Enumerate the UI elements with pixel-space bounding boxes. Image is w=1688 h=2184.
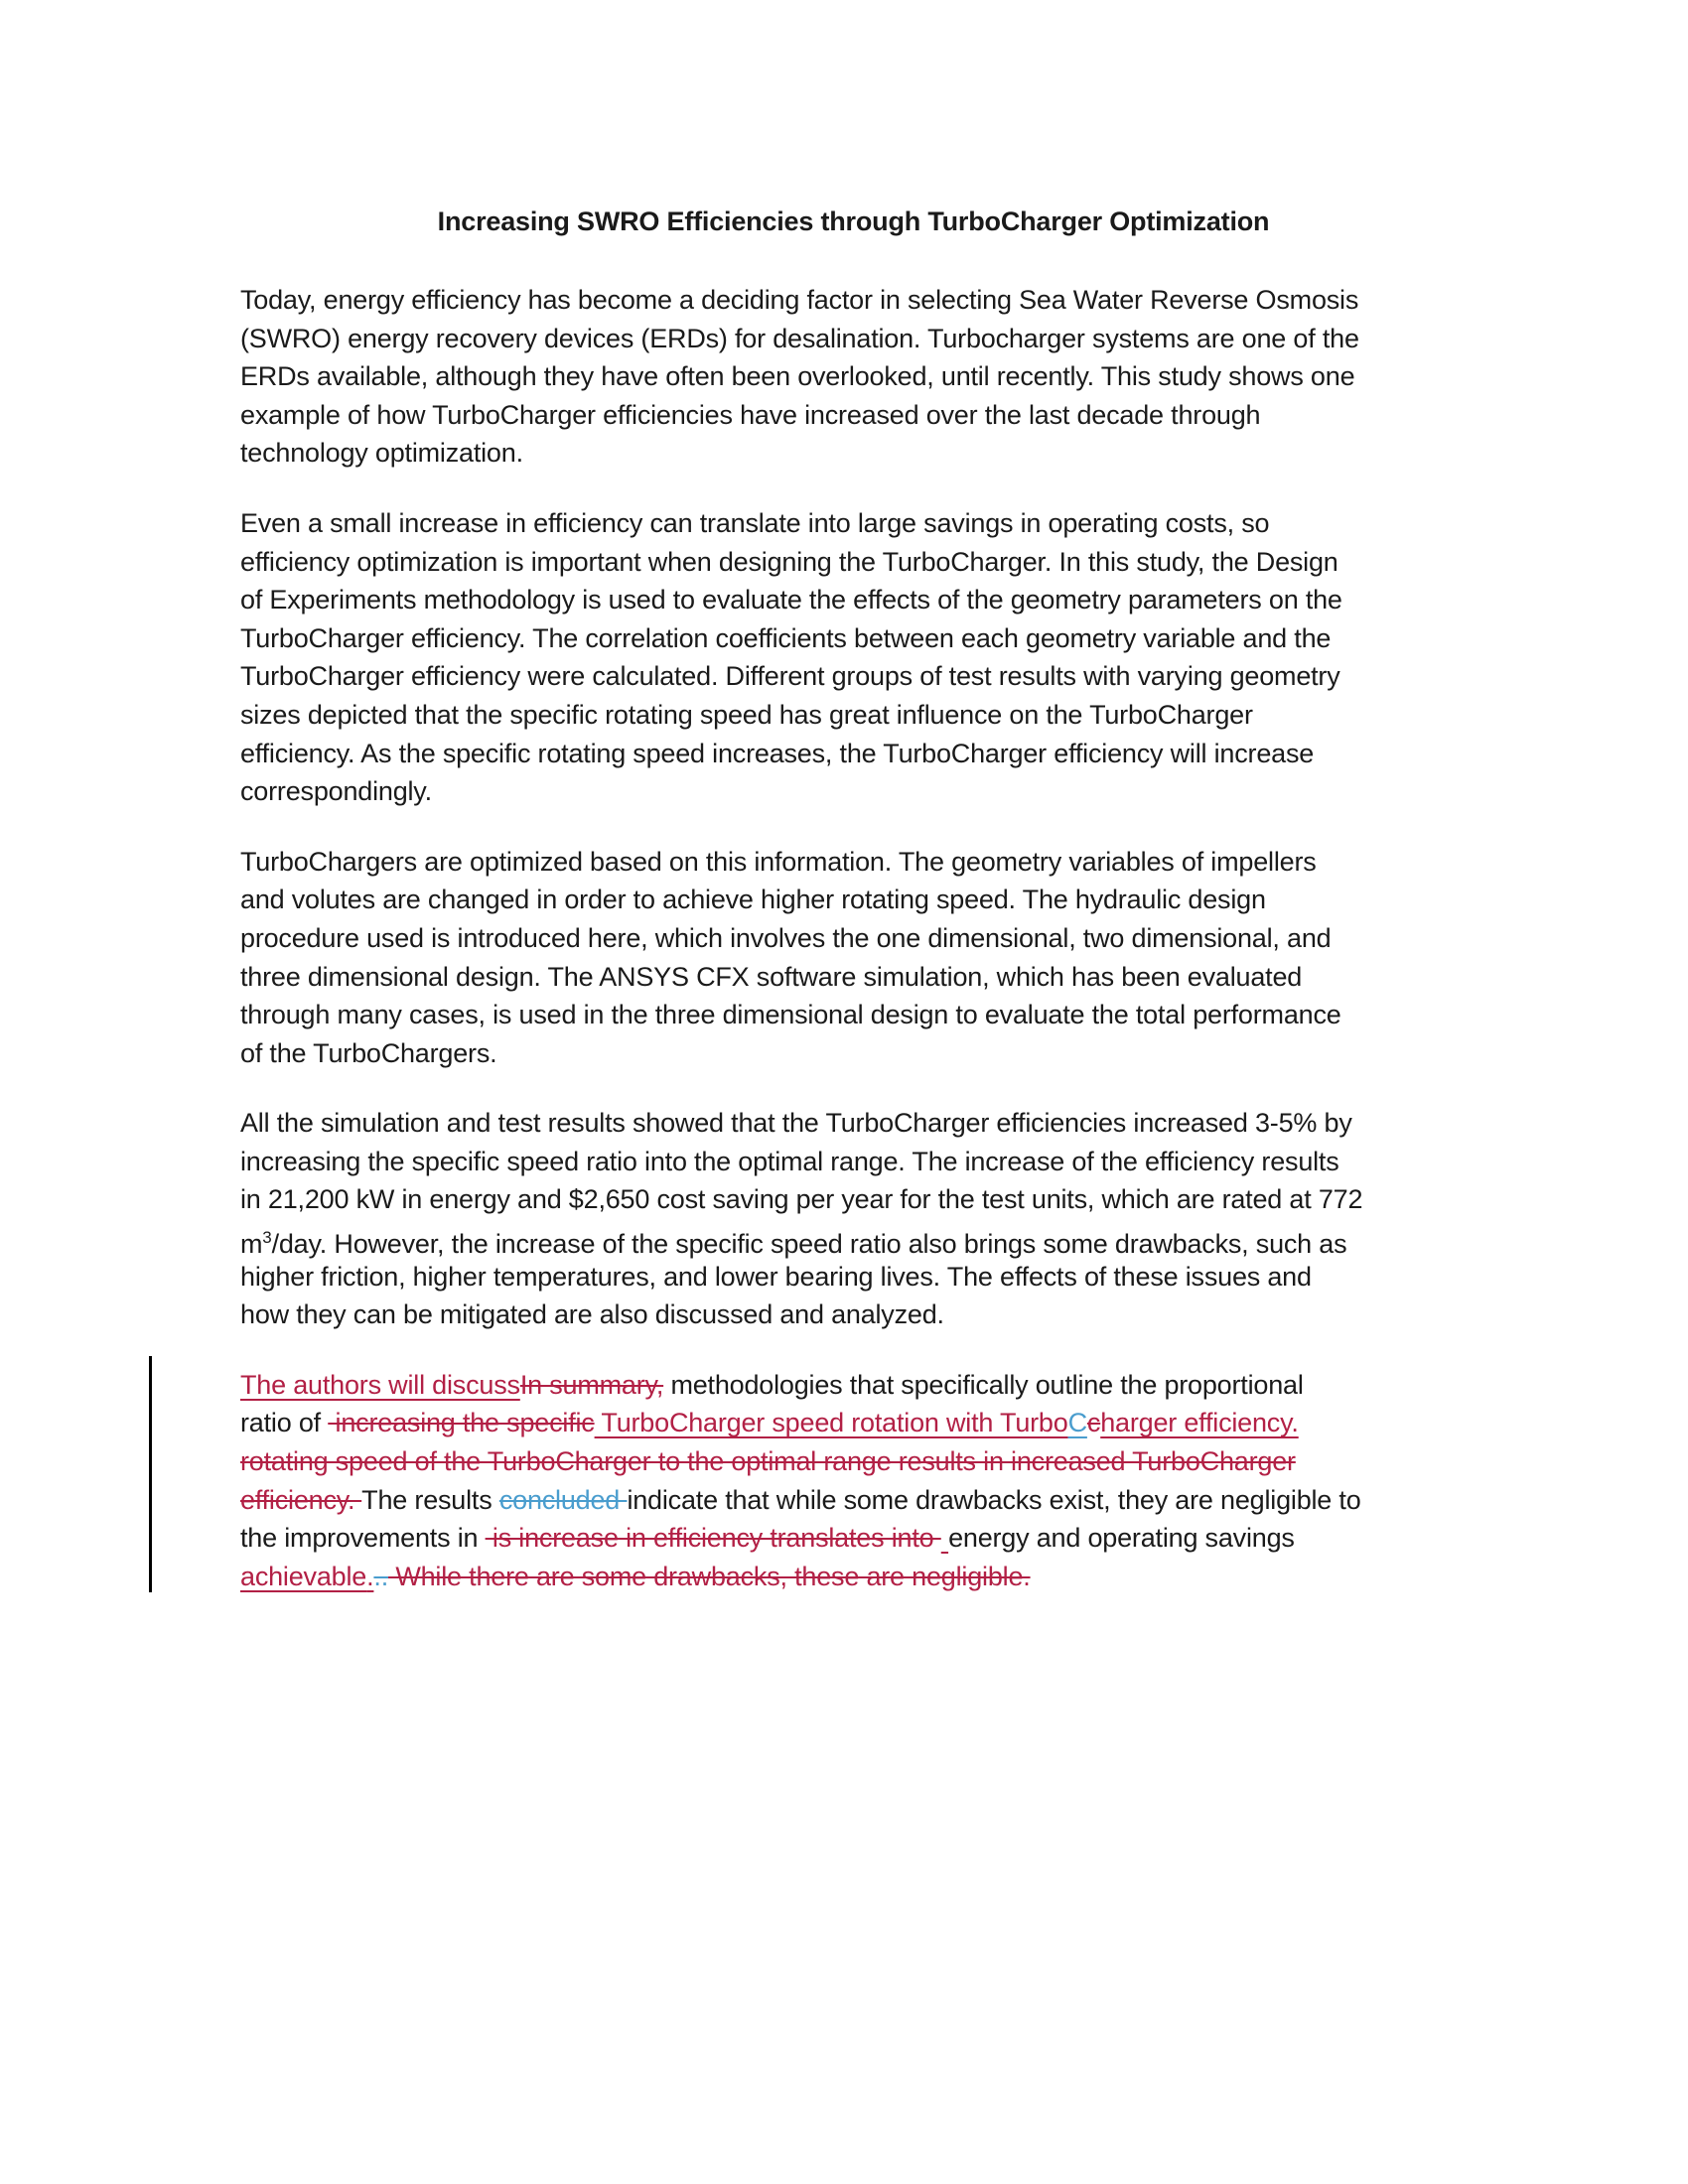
paragraph-tracked-changes bbox=[240, 1366, 1467, 1596]
deleted-text: efficiency. bbox=[240, 1484, 362, 1515]
body-text: TurboCharger efficiency were calculated. Different groups of test results with varying geometry bbox=[240, 661, 1340, 692]
body-text: TurboCharger efficiency. The correlation coefficients between each geometry variable and the bbox=[240, 622, 1332, 653]
body-text: ERDs available, although they have often been overlooked, until recently. This study shows one bbox=[240, 361, 1355, 392]
text-line[interactable] bbox=[240, 657, 1467, 696]
body-text: increasing the specific speed ratio into the optimal range. The increase of the efficiency results bbox=[240, 1146, 1339, 1176]
inserted-text: The authors will discuss bbox=[240, 1369, 520, 1400]
body-text: correspondingly. bbox=[240, 776, 432, 807]
body-text: higher friction, higher temperatures, and lower bearing lives. The effects of these issues and bbox=[240, 1261, 1312, 1292]
text-line[interactable] bbox=[240, 843, 1467, 882]
text-line[interactable] bbox=[240, 1442, 1467, 1481]
text-line[interactable] bbox=[240, 1180, 1467, 1219]
body-text: sizes depicted that the specific rotating speed has great influence on the TurboCharger bbox=[240, 699, 1253, 730]
inserted-text: achievable bbox=[240, 1561, 367, 1591]
deleted-text: In summary, bbox=[519, 1369, 664, 1400]
deleted-text: rotating speed of the TurboCharger to the optimal range results in increased TurboCharger bbox=[240, 1446, 1296, 1477]
text-line[interactable] bbox=[240, 396, 1467, 435]
deleted-text: c bbox=[1086, 1408, 1101, 1438]
inserted-text bbox=[941, 1523, 948, 1553]
deleted-text: concluded bbox=[498, 1484, 628, 1515]
text-line[interactable] bbox=[240, 281, 1467, 320]
body-text: ratio of bbox=[240, 1408, 329, 1438]
text-line[interactable] bbox=[240, 1404, 1467, 1442]
body-text: indicate that while some drawbacks exist, they are negligible to bbox=[627, 1484, 1361, 1515]
paragraph bbox=[240, 843, 1467, 1073]
body-text: how they can be mitigated are also discussed and analyzed. bbox=[240, 1299, 944, 1330]
text-line[interactable] bbox=[240, 696, 1467, 735]
change-bar bbox=[149, 1356, 152, 1592]
body-text: three dimensional design. The ANSYS CFX software simulation, which has been evaluated bbox=[240, 961, 1303, 992]
text-line[interactable] bbox=[240, 1258, 1467, 1297]
body-text: of Experiments methodology is used to evaluate the effects of the geometry parameters on the bbox=[240, 585, 1342, 615]
body-text: methodologies that specifically outline the proportional bbox=[663, 1369, 1304, 1400]
body-text: /day. However, the increase of the specific speed ratio also brings some drawbacks, such as bbox=[271, 1229, 1347, 1260]
body-text: All the simulation and test results showed that the TurboCharger efficiencies increased 3-5% by bbox=[240, 1108, 1352, 1139]
body-text: of the TurboChargers. bbox=[240, 1037, 497, 1068]
superscript-text: 3 bbox=[262, 1228, 272, 1248]
text-line[interactable] bbox=[240, 1519, 1467, 1558]
body-text: TurboChargers are optimized based on this information. The geometry variables of impellers bbox=[240, 846, 1317, 877]
body-text: (SWRO) energy recovery devices (ERDs) for desalination. Turbocharger systems are one of the bbox=[240, 323, 1359, 353]
text-line[interactable] bbox=[240, 735, 1467, 773]
body-text: The results bbox=[361, 1484, 499, 1515]
document-content bbox=[240, 203, 1467, 1627]
body-text: efficiency. As the specific rotating speed increases, the TurboCharger efficiency will increase bbox=[240, 738, 1315, 768]
inserted-text: harger efficiency. bbox=[1100, 1408, 1299, 1438]
text-line[interactable] bbox=[240, 1558, 1467, 1596]
text-line[interactable] bbox=[240, 320, 1467, 358]
body-text: Even a small increase in efficiency can translate into large savings in operating costs, so bbox=[240, 507, 1270, 538]
text-line[interactable] bbox=[240, 881, 1467, 919]
text-line[interactable] bbox=[240, 619, 1467, 658]
text-line[interactable] bbox=[240, 504, 1467, 543]
text-line[interactable] bbox=[240, 1143, 1467, 1181]
paragraphs bbox=[240, 281, 1467, 1595]
body-text: efficiency optimization is important when designing the TurboCharger. In this study, the Design bbox=[240, 546, 1338, 577]
body-text: and volutes are changed in order to achieve higher rotating speed. The hydraulic design bbox=[240, 885, 1266, 915]
text-line[interactable] bbox=[240, 1296, 1467, 1334]
body-text: example of how TurboCharger efficiencies have increased over the last decade through bbox=[240, 399, 1261, 430]
text-line[interactable] bbox=[240, 357, 1467, 396]
text-line[interactable] bbox=[240, 996, 1467, 1034]
text-line[interactable] bbox=[240, 772, 1467, 811]
text-line[interactable] bbox=[240, 919, 1467, 958]
text-line[interactable] bbox=[240, 1481, 1467, 1520]
text-line[interactable] bbox=[240, 1366, 1467, 1405]
deleted-text: While there are some drawbacks, these are negligible. bbox=[388, 1561, 1031, 1591]
text-line[interactable] bbox=[240, 1219, 1467, 1258]
inserted-text: TurboCharger speed rotation with Turbo bbox=[594, 1408, 1068, 1438]
inserted-text: C bbox=[1067, 1408, 1087, 1438]
paragraph bbox=[240, 281, 1467, 473]
text-line[interactable] bbox=[240, 1104, 1467, 1143]
text-line[interactable] bbox=[240, 1034, 1467, 1073]
body-text: procedure used is introduced here, which involves the one dimensional, two dimensional, and bbox=[240, 922, 1332, 953]
body-text: m bbox=[240, 1229, 263, 1260]
document-title: Increasing SWRO Efficiencies through TurboCharger Optimization bbox=[437, 206, 1270, 236]
text-line[interactable] bbox=[240, 581, 1467, 619]
paragraph bbox=[240, 1104, 1467, 1334]
body-text: in 21,200 kW in energy and $2,650 cost saving per year for the test units, which are rated at 772 bbox=[240, 1184, 1363, 1215]
text-line[interactable] bbox=[240, 434, 1467, 473]
text-line[interactable] bbox=[240, 958, 1467, 997]
body-text: technology optimization. bbox=[240, 438, 523, 469]
body-text: Today, energy efficiency has become a deciding factor in selecting Sea Water Reverse Osmosis bbox=[240, 285, 1359, 315]
inserted-text: . bbox=[366, 1561, 374, 1591]
body-text: the improvements in bbox=[240, 1523, 486, 1554]
body-text: through many cases, is used in the three dimensional design to evaluate the total performance bbox=[240, 1000, 1341, 1030]
body-text: energy and operating savings bbox=[948, 1523, 1295, 1554]
paragraph bbox=[240, 504, 1467, 811]
deleted-text: is increase in efficiency translates into bbox=[485, 1523, 941, 1554]
text-line[interactable] bbox=[240, 543, 1467, 582]
deleted-text: .. bbox=[373, 1561, 389, 1591]
deleted-text: increasing the specific bbox=[328, 1408, 595, 1438]
